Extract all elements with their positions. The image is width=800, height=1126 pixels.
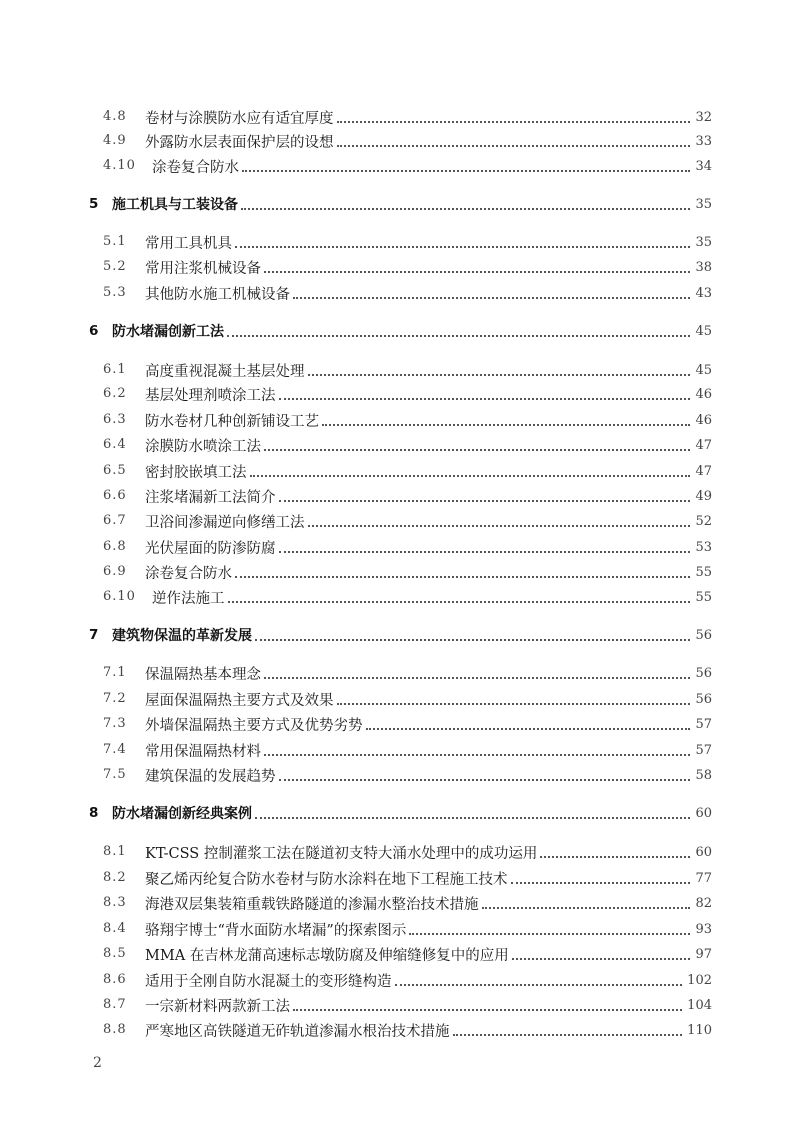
entry-number: 6.1: [103, 362, 127, 377]
entry-number: 5.1: [103, 234, 127, 249]
entry-title: 高度重视混凝土基层处理: [145, 364, 305, 380]
entry-page-number: 82: [695, 896, 712, 911]
toc-section-row: [0, 944, 800, 968]
leader-dots: [279, 397, 690, 400]
entry-title: 涂卷复合防水: [152, 160, 239, 176]
entry-number: 5.2: [103, 259, 127, 274]
entry-number: 6.10: [103, 589, 136, 604]
leader-dots: [322, 423, 690, 426]
entry-number: 6.5: [103, 463, 127, 478]
toc-section-row: [0, 893, 800, 917]
entry-page-number: 55: [695, 590, 712, 605]
entry-title: MMA 在吉林龙蒲高速标志墩防腐及伸缩缝修复中的应用: [145, 948, 509, 964]
leader-dots: [308, 373, 690, 376]
entry-title: 防水卷材几种创新铺设工艺: [145, 414, 319, 430]
entry-title: 外墙保温隔热主要方式及优势劣势: [145, 718, 363, 734]
entry-page-number: 56: [695, 692, 712, 707]
leader-dots: [228, 600, 690, 603]
entry-page-number: 56: [695, 628, 712, 643]
leader-dots: [255, 638, 690, 641]
leader-dots: [235, 245, 690, 248]
entry-number: 6.9: [103, 564, 127, 579]
entry-number: 7.5: [103, 767, 127, 782]
leader-dots: [279, 499, 690, 502]
entry-page-number: 47: [695, 464, 712, 479]
entry-page-number: 97: [695, 947, 712, 962]
entry-number: 8.5: [103, 946, 127, 961]
entry-page-number: 35: [695, 235, 712, 250]
entry-title: 基层处理剂喷涂工法: [145, 388, 276, 404]
toc-section-row: [0, 257, 800, 281]
entry-title: 施工机具与工装设备: [112, 197, 238, 213]
leader-dots: [255, 816, 690, 819]
entry-page-number: 55: [695, 565, 712, 580]
toc-section-row: [0, 970, 800, 994]
entry-title: 涂卷复合防水: [145, 566, 232, 582]
entry-title: 常用注浆机械设备: [145, 261, 261, 277]
toc-section-row: [0, 562, 800, 586]
entry-page-number: 46: [695, 413, 712, 428]
entry-page-number: 35: [695, 197, 712, 212]
toc-section-row: [0, 131, 800, 155]
toc-section-row: [0, 410, 800, 434]
entry-title: 光伏屋面的防渗防腐: [145, 541, 276, 557]
entry-page-number: 46: [695, 387, 712, 402]
toc-section-row: [0, 360, 800, 384]
entry-page-number: 60: [695, 845, 712, 860]
leader-dots: [235, 575, 690, 578]
leader-dots: [482, 906, 690, 909]
leader-dots: [264, 270, 690, 273]
entry-number: 8.6: [103, 972, 127, 987]
entry-page-number: 45: [695, 363, 712, 378]
entry-page-number: 102: [687, 973, 712, 988]
entry-number: 4.10: [103, 158, 136, 173]
entry-page-number: 34: [695, 159, 712, 174]
entry-page-number: 33: [695, 134, 712, 149]
entry-page-number: 45: [695, 324, 712, 339]
entry-page-number: 93: [695, 922, 712, 937]
entry-number: 6.2: [103, 386, 127, 401]
entry-title: 外露防水层表面保护层的设想: [145, 135, 334, 151]
leader-dots: [512, 957, 690, 960]
leader-dots: [279, 778, 690, 781]
leader-dots: [453, 1033, 682, 1036]
entry-number: 6.8: [103, 539, 127, 554]
entry-number: 7.4: [103, 742, 127, 757]
entry-title: 逆作法施工: [152, 591, 225, 607]
entry-number: 8.7: [103, 997, 127, 1012]
entry-title: 一宗新材料两款新工法: [145, 999, 290, 1015]
entry-page-number: 38: [695, 260, 712, 275]
toc-section-row: [0, 868, 800, 892]
entry-number: 6.7: [103, 513, 127, 528]
entry-title: 其他防水施工机械设备: [145, 287, 290, 303]
leader-dots: [264, 753, 690, 756]
entry-title: 密封胶嵌填工法: [145, 465, 247, 481]
entry-number: 6: [89, 323, 99, 339]
entry-title: 常用保温隔热材料: [145, 744, 261, 760]
leader-dots: [395, 983, 682, 986]
entry-title: 聚乙烯丙纶复合防水卷材与防水涂料在地下工程施工技术: [145, 872, 508, 888]
leader-dots: [241, 207, 690, 210]
toc-chapter-row: [0, 194, 800, 218]
entry-title: 严寒地区高铁隧道无砟轨道渗漏水根治技术措施: [145, 1024, 450, 1040]
entry-page-number: 110: [687, 1023, 712, 1038]
entry-title: 海港双层集装箱重载铁路隧道的渗漏水整治技术措施: [145, 897, 479, 913]
entry-page-number: 77: [695, 871, 712, 886]
entry-number: 4.8: [103, 109, 127, 124]
entry-title: 防水堵漏创新经典案例: [112, 806, 252, 822]
leader-dots: [366, 727, 690, 730]
toc-section-row: [0, 486, 800, 510]
entry-title: KT-CSS 控制灌浆工法在隧道初支特大涌水处理中的成功运用: [145, 846, 538, 862]
entry-number: 7.2: [103, 691, 127, 706]
leader-dots: [264, 448, 690, 451]
entry-page-number: 49: [695, 489, 712, 504]
toc-section-row: [0, 435, 800, 459]
leader-dots: [337, 144, 690, 147]
entry-number: 6.3: [103, 412, 127, 427]
entry-page-number: 60: [695, 806, 712, 821]
entry-page-number: 104: [687, 998, 712, 1013]
entry-number: 8.8: [103, 1022, 127, 1037]
entry-page-number: 56: [695, 666, 712, 681]
leader-dots: [227, 334, 690, 337]
entry-page-number: 57: [695, 743, 712, 758]
toc-section-row: [0, 1020, 800, 1044]
entry-page-number: 47: [695, 438, 712, 453]
entry-page-number: 53: [695, 540, 712, 555]
leader-dots: [264, 676, 690, 679]
leader-dots: [242, 169, 690, 172]
toc-chapter-row: [0, 625, 800, 649]
toc-section-row: [0, 714, 800, 738]
toc-section-row: [0, 842, 800, 866]
toc-section-row: [0, 107, 800, 131]
entry-title: 常用工具机具: [145, 236, 232, 252]
entry-number: 6.4: [103, 437, 127, 452]
toc-section-row: [0, 283, 800, 307]
leader-dots: [293, 296, 690, 299]
toc-section-row: [0, 461, 800, 485]
leader-dots: [337, 120, 690, 123]
leader-dots: [511, 881, 690, 884]
entry-number: 4.9: [103, 133, 127, 148]
toc-section-row: [0, 995, 800, 1019]
entry-number: 7.3: [103, 716, 127, 731]
toc-section-row: [0, 232, 800, 256]
leader-dots: [250, 474, 690, 477]
entry-page-number: 43: [695, 286, 712, 301]
entry-title: 适用于全刚自防水混凝土的变形缝构造: [145, 974, 392, 990]
toc-section-row: [0, 689, 800, 713]
entry-title: 建筑保温的发展趋势: [145, 769, 276, 785]
entry-page-number: 57: [695, 717, 712, 732]
leader-dots: [279, 550, 690, 553]
entry-title: 卫浴间渗漏逆向修缮工法: [145, 515, 305, 531]
entry-title: 涂膜防水喷涂工法: [145, 439, 261, 455]
entry-title: 屋面保温隔热主要方式及效果: [145, 693, 334, 709]
entry-number: 8.3: [103, 895, 127, 910]
entry-title: 卷材与涂膜防水应有适宜厚度: [145, 111, 334, 127]
toc-chapter-row: [0, 321, 800, 345]
entry-title: 骆翔宇博士“背水面防水堵漏”的探索图示: [145, 923, 407, 939]
toc-section-row: [0, 919, 800, 943]
leader-dots: [540, 855, 690, 858]
toc-section-row: [0, 765, 800, 789]
entry-number: 5.3: [103, 285, 127, 300]
toc-section-row: [0, 663, 800, 687]
entry-number: 8.1: [103, 844, 127, 859]
entry-number: 7.1: [103, 665, 127, 680]
entry-number: 7: [89, 627, 99, 643]
entry-page-number: 58: [695, 768, 712, 783]
leader-dots: [308, 524, 690, 527]
toc-section-row: [0, 384, 800, 408]
entry-title: 建筑物保温的革新发展: [112, 628, 252, 644]
leader-dots: [293, 1008, 682, 1011]
leader-dots: [409, 932, 690, 935]
entry-title: 注浆堵漏新工法简介: [145, 490, 276, 506]
entry-page-number: 52: [695, 514, 712, 529]
toc-chapter-row: [0, 803, 800, 827]
entry-page-number: 32: [695, 110, 712, 125]
toc-section-row: [0, 511, 800, 535]
entry-number: 8: [89, 805, 99, 821]
entry-number: 6.6: [103, 488, 127, 503]
toc-section-row: [0, 537, 800, 561]
entry-number: 8.2: [103, 870, 127, 885]
toc-section-row: [0, 587, 800, 611]
entry-title: 保温隔热基本理念: [145, 667, 261, 683]
entry-number: 8.4: [103, 921, 127, 936]
entry-number: 5: [89, 196, 99, 212]
toc-section-row: [0, 740, 800, 764]
toc-section-row: [0, 156, 800, 180]
footer-page-number: 2: [93, 1055, 102, 1071]
leader-dots: [337, 702, 690, 705]
entry-title: 防水堵漏创新工法: [112, 324, 224, 340]
